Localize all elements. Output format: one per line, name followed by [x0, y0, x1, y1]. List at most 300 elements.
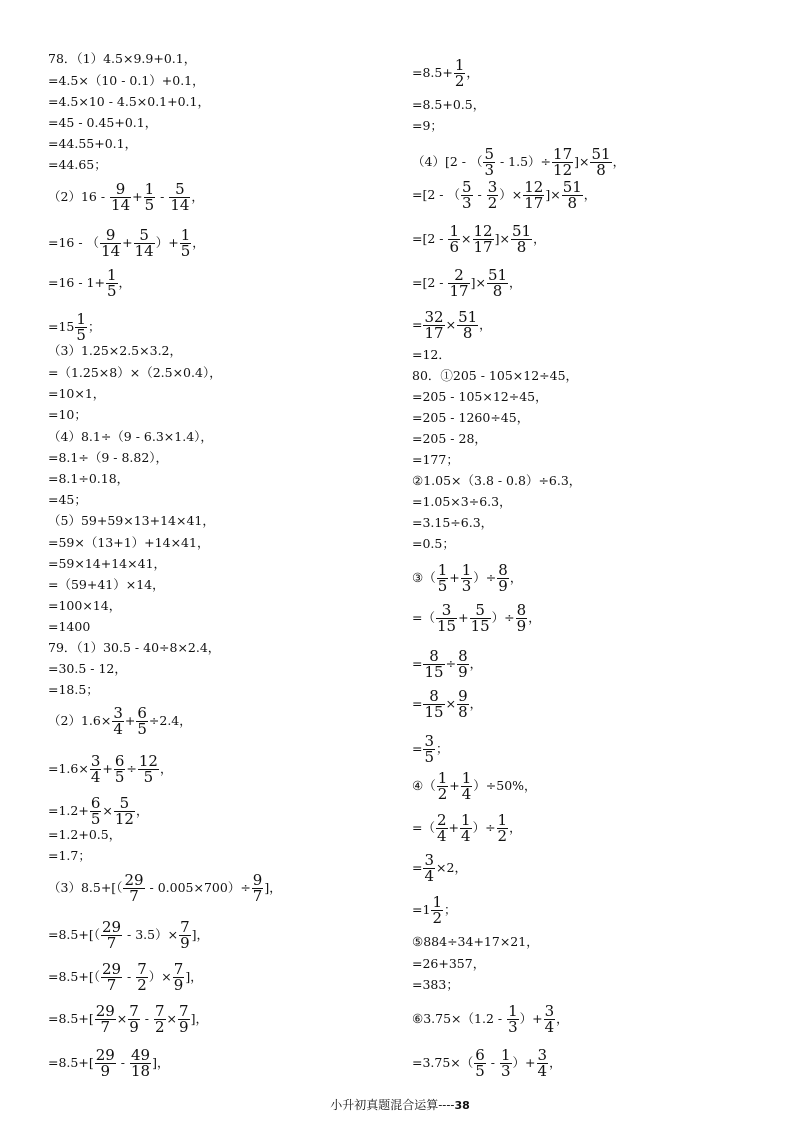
math-line — [412, 537, 455, 551]
numerator: 12 — [473, 222, 493, 240]
numerator: 1 — [437, 769, 448, 787]
fraction — [101, 962, 122, 993]
math-line — [412, 734, 449, 765]
line-text: =1.6× — [48, 761, 89, 776]
line-text: = — [412, 317, 423, 332]
math-line — [48, 754, 173, 785]
denominator: 3 — [461, 577, 472, 595]
line-text: =205 - 1260÷45， — [412, 410, 530, 425]
page-footer — [0, 1096, 800, 1113]
fraction — [552, 147, 573, 178]
line-text: ， — [583, 187, 597, 202]
line-text: =26+357， — [412, 956, 486, 971]
denominator: 6 — [449, 238, 460, 256]
line-text: + — [449, 778, 460, 793]
fraction — [154, 1004, 166, 1035]
fraction — [473, 224, 494, 255]
fraction — [423, 853, 435, 884]
line-text: =8.5+[（ — [48, 927, 100, 942]
numerator: 17 — [553, 145, 573, 163]
denominator: 4 — [90, 768, 101, 786]
math-line — [48, 52, 196, 66]
line-text: ； — [443, 902, 457, 917]
line-text: =4.5×10 - 4.5×0.1+0.1， — [48, 94, 210, 109]
numerator: 1 — [501, 1046, 511, 1064]
numerator: 1 — [432, 893, 442, 911]
line-text: ）× — [499, 187, 523, 202]
fraction — [457, 649, 469, 680]
fraction — [487, 268, 508, 299]
line-text: ]， — [264, 880, 282, 895]
numerator: 7 — [173, 960, 184, 978]
math-line — [48, 1048, 169, 1079]
fraction — [90, 796, 102, 827]
fraction — [483, 147, 495, 178]
line-text: ）+ — [519, 1011, 543, 1026]
math-line — [412, 119, 443, 133]
line-text: =10×1， — [48, 386, 106, 401]
line-text: - 3.5）× — [123, 927, 179, 942]
numerator: 1 — [454, 56, 465, 74]
math-line — [48, 557, 166, 571]
line-text: =30.5 - 12， — [48, 661, 127, 676]
numerator: 12 — [524, 178, 544, 196]
math-line — [412, 58, 479, 89]
fraction — [590, 147, 611, 178]
math-line — [412, 474, 581, 488]
numerator: 1 — [508, 1002, 518, 1020]
numerator: 5 — [119, 794, 130, 812]
line-text: （2）16 - — [48, 189, 110, 204]
fraction — [511, 224, 532, 255]
math-line — [48, 849, 91, 863]
fraction — [180, 228, 192, 259]
line-text: =205 - 28， — [412, 431, 487, 446]
fraction — [252, 873, 264, 904]
line-text: × — [102, 803, 113, 818]
denominator: 3 — [461, 194, 472, 212]
line-text: ]× — [470, 275, 486, 290]
line-text: ）÷ — [491, 610, 515, 625]
line-text: + — [124, 713, 136, 728]
numerator: 29 — [95, 1002, 115, 1020]
denominator: 2 — [432, 909, 442, 927]
numerator: 1 — [461, 561, 472, 579]
fraction — [461, 180, 473, 211]
fraction — [470, 603, 491, 634]
denominator: 17 — [449, 282, 469, 300]
numerator: 51 — [591, 145, 611, 163]
numerator: 8 — [458, 647, 468, 665]
line-text: =18.5； — [48, 682, 99, 697]
numerator: 6 — [475, 1046, 485, 1064]
line-text: 80．①205 - 105×12÷45， — [412, 368, 579, 383]
fraction — [106, 268, 118, 299]
fraction — [436, 813, 448, 844]
denominator: 15 — [470, 617, 490, 635]
numerator: 6 — [137, 704, 147, 722]
numerator: 8 — [498, 561, 508, 579]
math-line — [48, 796, 148, 827]
math-line — [48, 873, 282, 904]
line-text: =12． — [412, 347, 451, 362]
fraction — [497, 813, 509, 844]
math-line — [412, 935, 539, 949]
line-text: （3）1.25×2.5×3.2， — [48, 343, 182, 358]
line-text: ）+ — [512, 1055, 536, 1070]
denominator: 3 — [484, 161, 494, 179]
line-text: =（1.25×8）×（2.5×0.4）， — [48, 365, 222, 380]
math-line — [412, 268, 522, 299]
math-line — [48, 1004, 208, 1035]
math-line — [48, 683, 99, 697]
fraction — [136, 706, 148, 737]
fraction — [179, 920, 191, 951]
line-text: ]× — [574, 154, 590, 169]
line-text: - — [123, 969, 136, 984]
numerator: 5 — [475, 601, 485, 619]
denominator: 14 — [101, 242, 121, 260]
fraction — [112, 706, 124, 737]
denominator: 12 — [553, 161, 573, 179]
line-text: ]× — [494, 231, 510, 246]
numerator: 29 — [95, 1046, 115, 1064]
math-line — [412, 390, 548, 404]
line-text: =177； — [412, 452, 459, 467]
numerator: 1 — [437, 561, 448, 579]
fraction — [95, 1048, 116, 1079]
line-text: =59×14+14×41， — [48, 556, 167, 571]
line-text: = — [412, 860, 423, 875]
line-text: ， — [469, 656, 483, 671]
denominator: 7 — [101, 935, 122, 951]
numerator: 1 — [461, 811, 471, 829]
denominator: 8 — [487, 283, 508, 299]
fraction — [562, 180, 583, 211]
denominator: 2 — [137, 976, 147, 994]
denominator: 5 — [90, 810, 101, 828]
denominator: 5 — [138, 769, 159, 785]
line-text: ⑥3.75×（1.2 - — [412, 1011, 507, 1026]
numerator: 7 — [180, 918, 190, 936]
line-text: ， — [469, 696, 483, 711]
line-text: =45 - 0.45+0.1， — [48, 115, 158, 130]
numerator: 9 — [458, 687, 468, 705]
denominator: 8 — [458, 703, 468, 721]
math-line — [48, 706, 192, 737]
denominator: 14 — [134, 242, 154, 260]
line-text: - 0.005×700）÷ — [145, 880, 251, 895]
fraction — [178, 1004, 190, 1035]
denominator: 15 — [436, 617, 457, 635]
fraction — [123, 873, 144, 904]
line-text: ×2， — [436, 860, 467, 875]
fraction — [474, 1048, 486, 1079]
fraction — [128, 1004, 140, 1035]
line-text: × — [445, 696, 457, 711]
math-line — [48, 366, 222, 380]
line-text: = — [412, 656, 423, 671]
denominator: 15 — [424, 663, 444, 681]
line-text: =（ — [412, 820, 435, 835]
line-text: =1400 — [48, 619, 91, 634]
denominator: 4 — [461, 785, 472, 803]
numerator: 51 — [487, 266, 508, 284]
denominator: 15 — [424, 703, 444, 721]
numerator: 3 — [487, 178, 498, 196]
line-text: =10； — [48, 407, 87, 422]
line-text: =9； — [412, 118, 443, 133]
fraction — [448, 224, 460, 255]
math-line — [412, 1048, 562, 1079]
numerator: 1 — [180, 226, 191, 244]
numerator: 5 — [484, 145, 494, 163]
fraction — [454, 58, 466, 89]
fraction — [500, 1048, 512, 1079]
line-text: （2）1.6× — [48, 713, 112, 728]
line-text: =3.75×（ — [412, 1055, 474, 1070]
line-text: ）÷ — [473, 570, 497, 585]
numerator: 29 — [124, 871, 144, 889]
line-text: =0.5； — [412, 536, 455, 551]
math-line — [48, 158, 107, 172]
math-line — [412, 978, 459, 992]
math-line — [412, 147, 625, 178]
numerator: 29 — [101, 918, 122, 936]
line-text: ②1.05×（3.8 - 0.8）÷6.3， — [412, 473, 582, 488]
math-line — [412, 563, 522, 594]
line-text: =205 - 105×12÷45， — [412, 389, 548, 404]
math-line — [48, 962, 203, 993]
line-text: + — [132, 189, 143, 204]
line-text: （4）[2 - （ — [412, 154, 483, 169]
line-text: ）× — [148, 969, 172, 984]
numerator: 3 — [424, 851, 435, 869]
line-text: =1.7； — [48, 848, 91, 863]
numerator: 7 — [179, 1002, 189, 1020]
math-line — [412, 369, 578, 383]
denominator: 17 — [424, 324, 444, 342]
line-text: =[2 - — [412, 231, 448, 246]
fraction — [136, 962, 148, 993]
fraction — [144, 182, 156, 213]
math-line — [412, 432, 487, 446]
line-text: ， — [556, 1011, 569, 1026]
denominator: 9 — [173, 976, 184, 994]
denominator: 8 — [457, 325, 478, 341]
line-text: ， — [135, 803, 149, 818]
fraction — [461, 771, 473, 802]
denominator: 4 — [113, 720, 123, 738]
line-text: + — [102, 761, 113, 776]
line-text: 79．（1）30.5 - 40÷8×2.4， — [48, 640, 221, 655]
math-line — [412, 516, 493, 530]
math-line — [48, 599, 121, 613]
line-text: × — [461, 231, 472, 246]
fraction — [507, 1004, 519, 1035]
fraction — [461, 563, 473, 594]
fraction — [169, 182, 190, 213]
line-text: =4.5×（10 - 0.1）+0.1， — [48, 73, 205, 88]
denominator: 4 — [424, 867, 435, 885]
denominator: 9 — [180, 934, 190, 952]
line-text: =（ — [412, 610, 435, 625]
line-text: =3.15÷6.3， — [412, 515, 494, 530]
math-line — [48, 228, 205, 259]
line-text: ， — [466, 65, 479, 80]
line-text: =8.5+0.5， — [412, 97, 486, 112]
line-text: =15 — [48, 319, 75, 334]
math-line — [412, 853, 467, 884]
line-text: - — [156, 189, 169, 204]
numerator: 2 — [436, 811, 447, 829]
numerator: 7 — [137, 960, 147, 978]
fraction — [437, 771, 449, 802]
numerator: 8 — [429, 687, 439, 705]
math-line — [48, 312, 100, 343]
math-line — [48, 116, 157, 130]
numerator: 7 — [129, 1002, 139, 1020]
math-line — [48, 920, 209, 951]
math-line — [48, 578, 165, 592]
fraction — [460, 813, 472, 844]
math-line — [48, 74, 205, 88]
line-text: ÷ — [126, 761, 137, 776]
fraction — [101, 920, 122, 951]
line-text: + — [458, 610, 469, 625]
math-line — [48, 641, 220, 655]
fraction — [114, 754, 126, 785]
math-line — [412, 689, 482, 720]
denominator: 2 — [487, 194, 498, 212]
denominator: 5 — [180, 242, 191, 260]
line-text: ）÷ — [472, 820, 496, 835]
math-line — [48, 387, 105, 401]
denominator: 14 — [170, 196, 190, 214]
line-text: ③（ — [412, 570, 436, 585]
numerator: 29 — [101, 960, 122, 978]
numerator: 51 — [562, 178, 582, 196]
math-line — [412, 813, 522, 844]
denominator: 2 — [454, 72, 465, 90]
numerator: 1 — [106, 266, 117, 284]
numerator: 5 — [175, 180, 185, 198]
numerator: 9 — [252, 871, 263, 889]
math-line — [412, 957, 485, 971]
denominator: 8 — [590, 162, 611, 178]
line-text: ； — [436, 741, 449, 756]
line-text: ， — [479, 317, 492, 332]
math-line — [412, 649, 482, 680]
denominator: 3 — [508, 1018, 518, 1036]
line-text: ， — [509, 570, 523, 585]
denominator: 5 — [137, 720, 147, 738]
line-text: ， — [192, 235, 205, 250]
line-text: =383； — [412, 977, 459, 992]
math-line — [48, 620, 90, 634]
fraction — [497, 563, 509, 594]
denominator: 4 — [436, 827, 447, 845]
line-text: =（59+41）×14， — [48, 577, 165, 592]
math-line — [412, 453, 459, 467]
fraction — [544, 1004, 556, 1035]
numerator: 7 — [155, 1002, 165, 1020]
fraction — [437, 563, 449, 594]
fraction — [75, 312, 87, 343]
math-line — [412, 98, 485, 112]
line-text: - — [116, 1055, 129, 1070]
numerator: 51 — [511, 222, 532, 240]
fraction — [457, 689, 469, 720]
line-text: =[2 - — [412, 275, 448, 290]
numerator: 1 — [497, 811, 508, 829]
line-text: ）+ — [155, 235, 179, 250]
numerator: 5 — [461, 178, 472, 196]
numerator: 3 — [424, 732, 435, 750]
math-line — [48, 493, 87, 507]
line-text: ]× — [545, 187, 561, 202]
math-line — [48, 451, 168, 465]
denominator: 8 — [511, 239, 532, 255]
line-text: ， — [509, 275, 522, 290]
denominator: 7 — [95, 1019, 116, 1035]
line-text: =1.2+0.5， — [48, 827, 122, 842]
denominator: 9 — [458, 663, 468, 681]
fraction — [423, 734, 435, 765]
line-text: ， — [612, 154, 626, 169]
line-text: ， — [549, 1055, 562, 1070]
math-line — [48, 472, 129, 486]
math-line — [412, 771, 537, 802]
line-text: =1 — [412, 902, 431, 917]
fraction — [138, 754, 159, 785]
numerator: 1 — [144, 180, 155, 198]
line-text: ， — [191, 189, 204, 204]
numerator: 6 — [114, 752, 125, 770]
math-line — [48, 828, 121, 842]
line-text: =59×（13+1）+14×41， — [48, 535, 210, 550]
denominator: 7 — [252, 887, 263, 905]
denominator: 7 — [101, 977, 122, 993]
line-text: =45； — [48, 492, 87, 507]
fraction — [523, 180, 544, 211]
line-text: - — [486, 1055, 499, 1070]
denominator: 9 — [95, 1063, 116, 1079]
fraction — [134, 228, 155, 259]
fraction — [130, 1048, 151, 1079]
line-text: ]， — [190, 1011, 208, 1026]
fraction — [516, 603, 528, 634]
math-line — [412, 1004, 569, 1035]
math-line — [412, 411, 529, 425]
fraction — [114, 796, 135, 827]
line-text: =8.5+ — [412, 65, 453, 80]
denominator: 12 — [114, 810, 134, 828]
numerator: 3 — [544, 1002, 555, 1020]
math-line — [412, 348, 451, 362]
denominator: 7 — [123, 888, 144, 904]
line-text: + — [449, 570, 460, 585]
line-text: ， — [118, 275, 132, 290]
math-line — [48, 344, 182, 358]
denominator: 3 — [501, 1062, 511, 1080]
fraction — [423, 649, 444, 680]
denominator: 5 — [144, 196, 155, 214]
denominator: 9 — [179, 1018, 189, 1036]
line-text: - — [140, 1011, 153, 1026]
fraction — [487, 180, 499, 211]
fraction — [100, 228, 121, 259]
